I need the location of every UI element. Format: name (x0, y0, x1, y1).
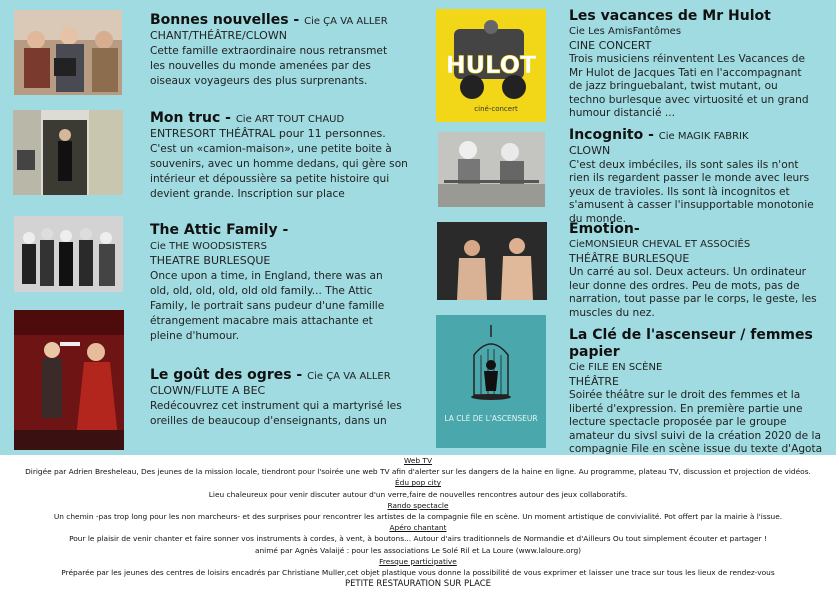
footer-note: PETITE RESTAURATION SUR PLACE (344, 579, 492, 590)
show-description: Soirée théâtre sur le droit des femmes et la liberté d'expression. En première partie une lecture spectacle proposée par le groupe amateur du sivsl suivi de la création 2020 de la compagnie File en scène issue du texte d'Agota (569, 389, 823, 455)
show-title: Le goût des ogres - (150, 367, 308, 383)
show-title: Mon truc - (150, 110, 236, 126)
hulot-poster-sub: ciné-concert (474, 105, 518, 113)
show-description: Cette famille extraordinaire nous retransmet les nouvelles du monde amenées par des oiseaux voyageurs des plus surprenants. (150, 45, 388, 87)
show-company: Cie Les AmisFantômes (569, 26, 682, 37)
show-entry (150, 367, 405, 429)
show-description: C'est un «camion-maison», une petite boite à souvenirs, avec un homme dedans, qui gère son intérieur et dépoussière sa petite histoire qui devient grande. Inscription sur place (150, 143, 408, 200)
show-description: Redécouvrez cet instrument qui a martyrisé les oreilles de beaucoup d'enseignants, dans un (150, 400, 402, 427)
activity-heading: Rando spectacle (387, 500, 449, 510)
show-genre: THEATRE BURLESQUE (150, 254, 271, 267)
activity-heading: Édu pop city (394, 478, 442, 488)
photo-hulot-poster (436, 9, 546, 122)
show-genre: ENTRESORT THÉÂTRAL pour 11 personnes. (150, 127, 386, 140)
show-genre: CLOWN/FLUTE A BEC (150, 384, 266, 397)
activity-text: Lieu chaleureux pour venir discuter autour d'un verre,faire de nouvelles rencontres autour des jeux collaboratifs. (208, 489, 628, 499)
activity-heading: Web TV (403, 456, 433, 465)
show-company: Cie THE WOODSISTERS (150, 241, 267, 252)
show-company: Cie ÇA VA ALLER (304, 16, 388, 27)
show-entry (150, 110, 408, 202)
activity-heading: Fresque participative (379, 556, 457, 566)
show-title: Bonnes nouvelles - (150, 12, 305, 28)
photo-cle-ascenseur (436, 315, 546, 448)
show-entry (150, 12, 405, 89)
show-company: CieMONSIEUR CHEVAL ET ASSOCIÉS (569, 239, 751, 250)
show-title: The Attic Family - (150, 222, 289, 238)
photo-mon-truc (13, 110, 123, 195)
show-genre: THÉÂTRE BURLESQUE (569, 251, 690, 265)
show-title: Les vacances de Mr Hulot (569, 8, 771, 24)
activity-text: Dirigée par Adrien Bresheleau, Des jeunes de la mission locale, tiendront pour l'soirée une web TV afin d'alerter sur les dangers de la haine en ligne. Au programme, plateau TV, discussion et projection de vidéos. (25, 467, 811, 477)
activity-heading: Apéro chantant (389, 523, 447, 533)
photo-gout-des-ogres (14, 310, 124, 450)
show-description: Trois musiciens réinventent Les Vacances de Mr Hulot de Jacques Tati en l'accompagnant de jazz bringuebalant, twist mutant, ou techno burlesque avec virtuosité et un grand humour distancié ... (569, 53, 809, 119)
show-genre: CLOWN (569, 144, 611, 157)
show-company: Cie FILE EN SCÈNE (569, 362, 663, 373)
photo-incognito (438, 132, 545, 207)
show-company: Cie ÇA VA ALLER (307, 371, 391, 382)
hulot-poster-title: HULOT (445, 51, 537, 79)
show-entry (569, 221, 819, 320)
photo-bonnes-nouvelles (14, 10, 122, 95)
show-description: Once upon a time, in England, there was an old, old, old, old, old old family... The Attic Family, le portrait sans pudeur d'une famille étrangement macabre mais attachante et pleine d'humour. (150, 270, 385, 342)
show-entry (569, 8, 817, 121)
show-genre: THÉÂTRE (569, 374, 619, 388)
show-entry (569, 127, 819, 226)
show-title: La Clé de l'ascenseur / femmes papier (569, 327, 813, 360)
show-description: C'est deux imbéciles, ils sont sales ils n'ont rien ils regardent passer le monde avec leurs yeux de travioles. Ils sont là incognitos et s'amusent à casser l'insupportable monotonie du monde. (569, 158, 814, 225)
activity-text: Pour le plaisir de venir chanter et faire sonner vos instruments à cordes, à vent, à boutons... Autour d'airs traditionnels de Normandie et d'Ailleurs Ou tout simplement écouter et partager ! animé par Agnès Valaijé : pour les associations Le Solé Ril et La Loure (www.laloure.org) (69, 534, 767, 555)
show-entry (569, 327, 824, 457)
show-genre: CHANT/THÉÂTRE/CLOWN (150, 29, 287, 42)
show-genre: CINE CONCERT (569, 38, 652, 52)
activity-text: Un chemin -pas trop long pour les non marcheurs- et des surprises pour rencontrer les artistes de la compagnie file en scène. Un moment artistique de convivialité. Pot offert par la mairie à l'issue. (53, 512, 783, 522)
show-description: Un carré au sol. Deux acteurs. Un ordinateur leur donne des ordres. Peu de mots, pas de narration, tout passe par le corps, le geste, les muscles du nez. (569, 266, 817, 319)
show-title: Émotion- (569, 221, 640, 237)
photo-emotion (437, 222, 547, 300)
photo-attic-family (14, 216, 123, 292)
show-company: Cie MAGIK FABRIK (658, 131, 749, 142)
cle-poster-title: LA CLÉ DE L'ASCENSEUR (444, 414, 538, 423)
show-entry (150, 222, 400, 344)
show-title: Incognito - (569, 127, 659, 143)
show-company: Cie ART TOUT CHAUD (235, 114, 345, 125)
activity-text: Préparée par les jeunes des centres de loisirs encadrés par Christiane Muller,cet objet plastique vous donne la possibilité de vous exprimer et laisser une trace sur tous les lieux de rendez-vous (61, 568, 775, 578)
activities-list (0, 455, 836, 589)
